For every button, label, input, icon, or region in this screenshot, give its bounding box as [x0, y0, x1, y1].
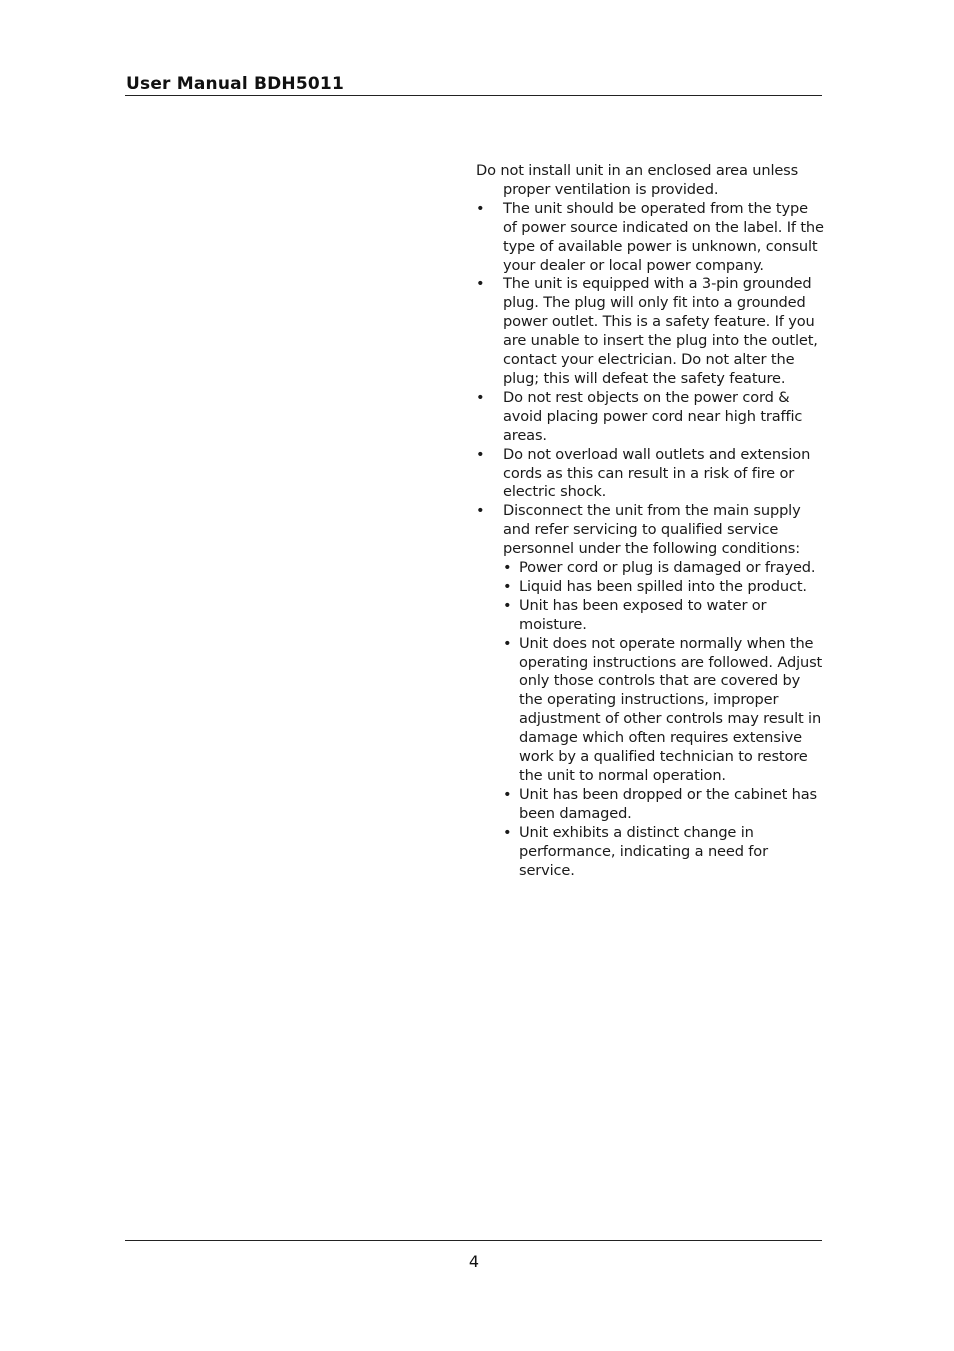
bullet-icon: • — [476, 445, 485, 463]
sub-list-item-text: Power cord or plug is damaged or frayed. — [519, 559, 816, 577]
sub-list-item-text: Unit has been dropped or the cabinet has been damaged. — [519, 785, 817, 822]
bullet-icon: • — [503, 785, 512, 803]
bullet-icon: • — [503, 559, 512, 577]
list-item-text: Do not rest objects on the power cord & avoid placing power cord near high traffic areas. — [503, 388, 803, 444]
page-number: 4 — [468, 1252, 480, 1271]
list-item-text: The unit should be operated from the type of power source indicated on the label. If the type of available power is unknown, consult your dealer or local power company. — [503, 199, 824, 274]
list-item-text: Do not overload wall outlets and extension cords as this can result in a risk of fire or electric shock. — [503, 445, 811, 501]
sub-list-item — [503, 597, 826, 635]
footer-divider — [125, 1240, 822, 1241]
sub-list-item — [503, 559, 826, 578]
bullet-icon: • — [476, 199, 485, 217]
sub-list-item — [503, 824, 826, 881]
servicing-conditions-list — [503, 559, 826, 880]
sub-list-item-text: Unit exhibits a distinct change in performance, indicating a need for service. — [519, 823, 768, 879]
document-header-title: User Manual BDH5011 — [126, 74, 344, 94]
safety-bullet-list — [476, 200, 826, 881]
sub-list-item-text: Unit does not operate normally when the operating instructions are followed. Adjust only those controls that are covered by the operating instructions, improper adjustment of other controls may result in damage which often requires extensive work by a qualified technician to restore the unit to normal operation. — [519, 634, 823, 784]
sub-list-item — [503, 578, 826, 597]
sub-list-item — [503, 786, 826, 824]
list-item — [476, 446, 826, 503]
list-item — [476, 275, 826, 388]
list-item — [476, 502, 826, 880]
bullet-icon: • — [503, 577, 512, 595]
bullet-icon: • — [476, 275, 485, 293]
sub-list-item — [503, 635, 826, 786]
sub-list-item-text: Unit has been exposed to water or moisture. — [519, 596, 767, 633]
bullet-icon: • — [476, 502, 485, 520]
sub-list-item-text: Liquid has been spilled into the product. — [519, 577, 807, 595]
list-item — [476, 389, 826, 446]
bullet-icon: • — [503, 596, 512, 614]
list-item — [476, 200, 826, 276]
list-item-text: The unit is equipped with a 3-pin grounded plug. The plug will only fit into a grounded power outlet. This is a safety feature. If you are unable to insert the plug into the outlet, contact your electrician. Do not alter the plug; this will defeat the safety feature. — [503, 275, 818, 387]
intro-paragraph: Do not install unit in an enclosed area unless proper ventilation is provided. — [476, 162, 799, 198]
bullet-icon: • — [503, 634, 512, 652]
bullet-icon: • — [476, 388, 485, 406]
safety-instructions — [476, 162, 826, 880]
bullet-icon: • — [503, 823, 512, 841]
header-divider — [125, 95, 822, 96]
list-item-text: Disconnect the unit from the main supply and refer servicing to qualified service personnel under the following conditions: — [503, 502, 801, 558]
